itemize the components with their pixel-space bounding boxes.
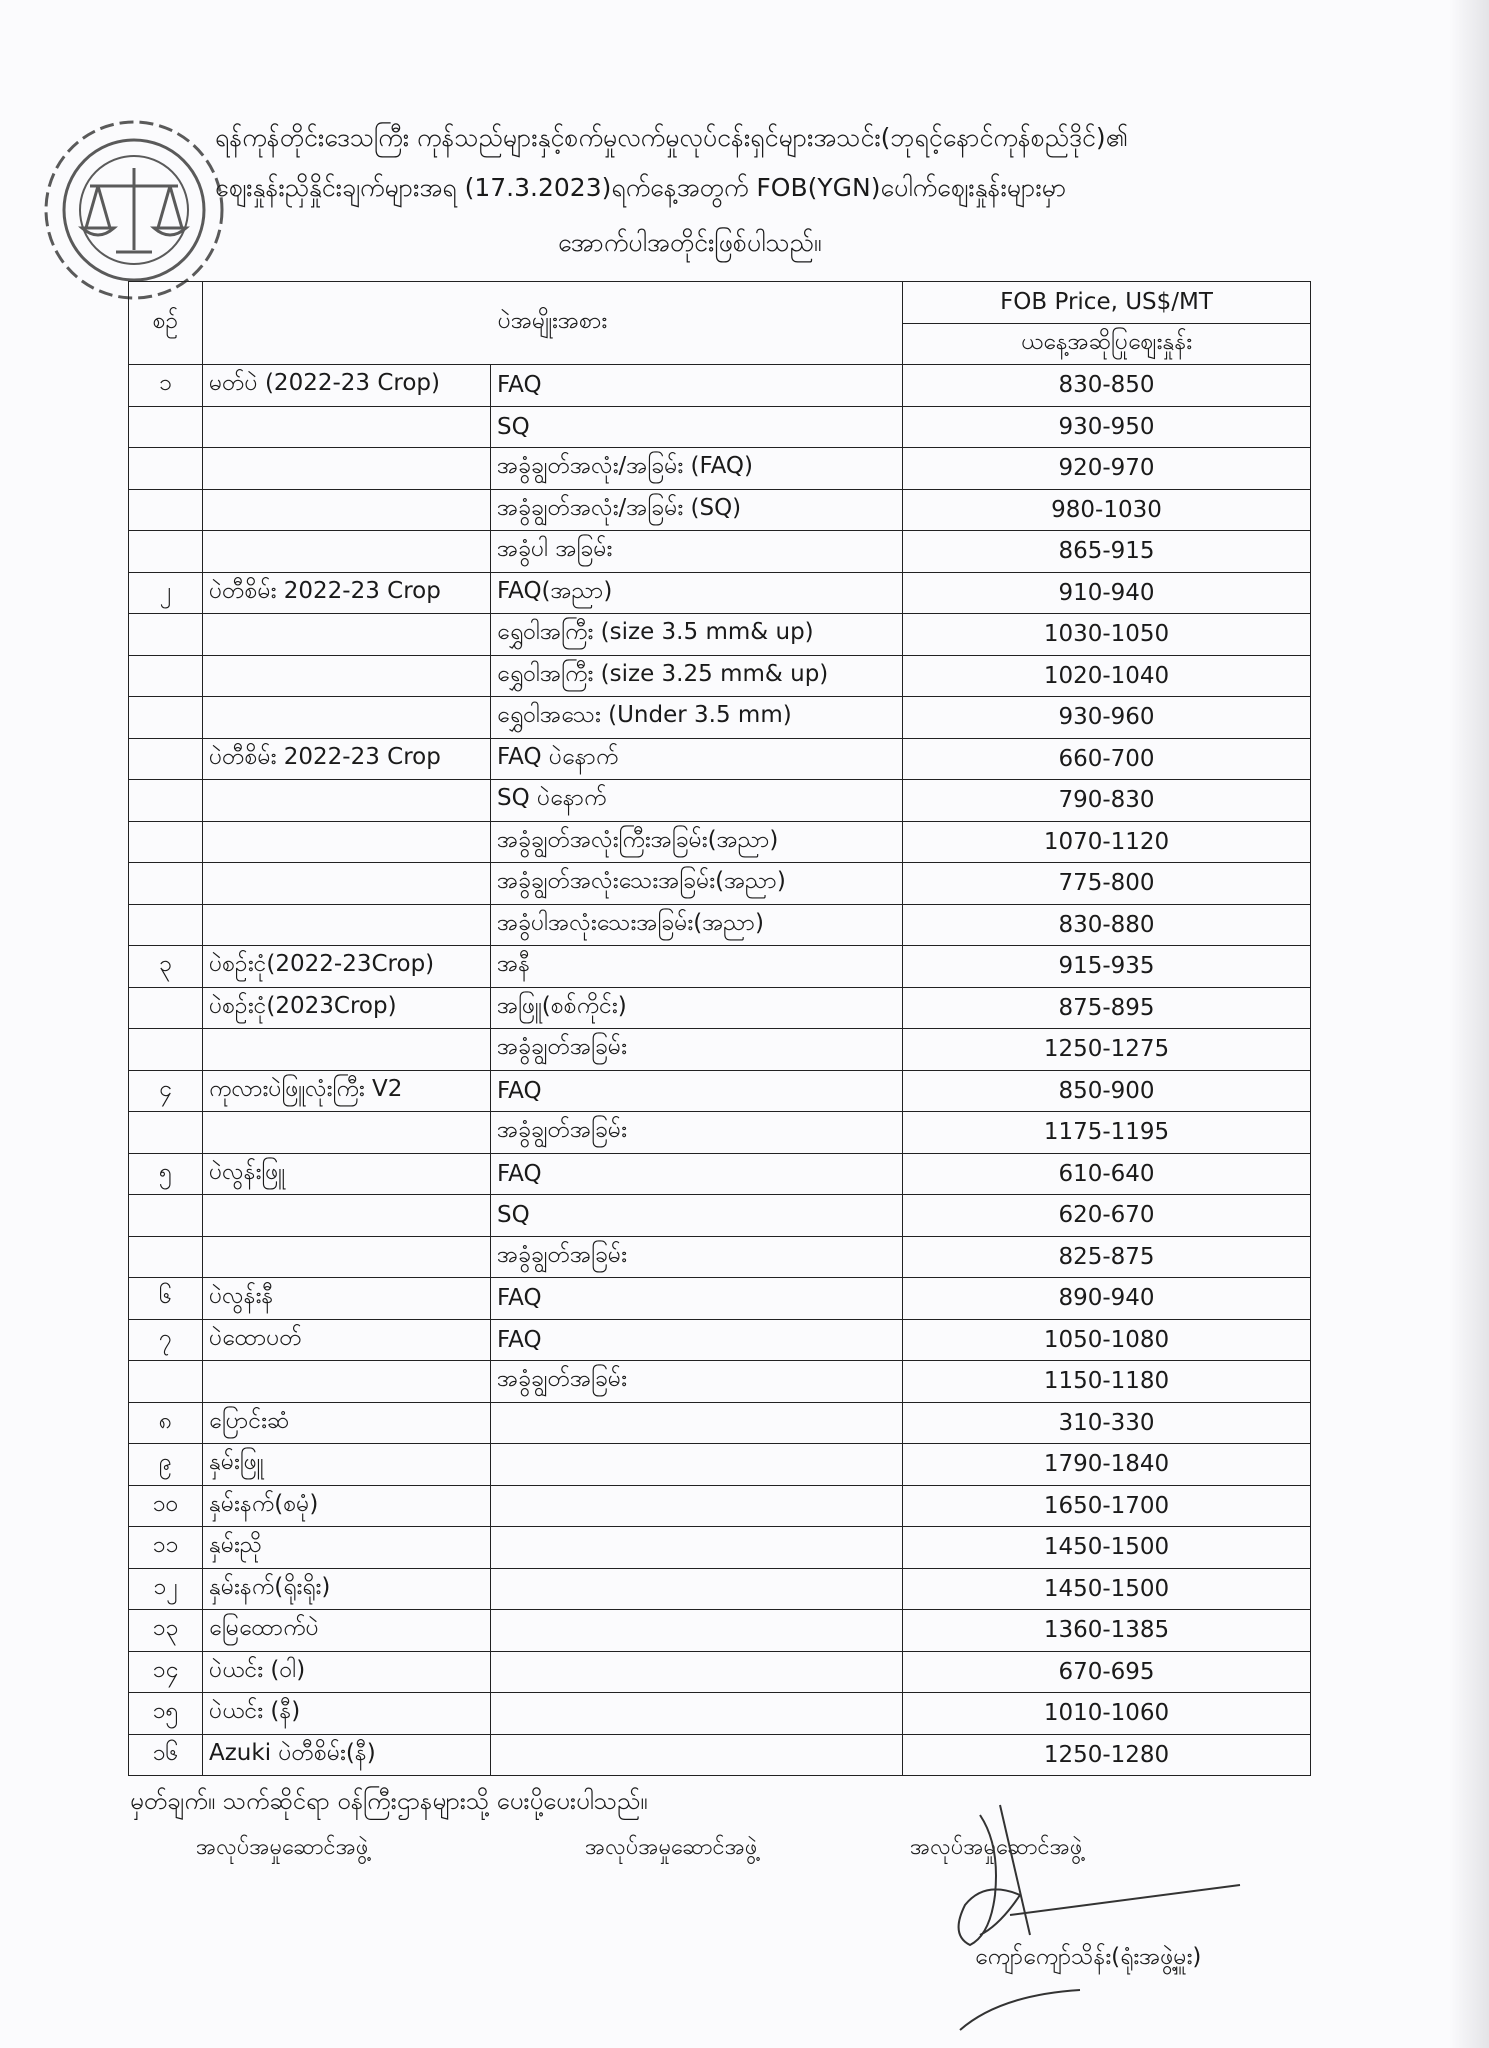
row-no: [129, 1029, 203, 1071]
row-price: 865-915: [903, 531, 1311, 573]
row-no: [129, 1195, 203, 1237]
row-price: 610-640: [903, 1153, 1311, 1195]
row-no: [129, 863, 203, 905]
row-price: 1650-1700: [903, 1485, 1311, 1527]
row-grade: FAQ: [491, 1070, 903, 1112]
row-grade: အနီ: [491, 946, 903, 988]
row-grade: FAQ: [491, 1153, 903, 1195]
row-price: 980-1030: [903, 489, 1311, 531]
row-name: [203, 1236, 491, 1278]
row-no: ၂: [129, 572, 203, 614]
row-no: [129, 697, 203, 739]
row-no: [129, 614, 203, 656]
row-price: 620-670: [903, 1195, 1311, 1237]
row-name: နှမ်းနက်(စမုံ): [203, 1485, 491, 1527]
row-no: [129, 489, 203, 531]
row-grade: SQ: [491, 406, 903, 448]
row-name: ပဲယင်း (နီ): [203, 1693, 491, 1735]
row-grade: [491, 1693, 903, 1735]
row-grade: [491, 1527, 903, 1569]
row-no: ၇: [129, 1319, 203, 1361]
row-no: ၄: [129, 1070, 203, 1112]
row-name: [203, 1112, 491, 1154]
row-price: 670-695: [903, 1651, 1311, 1693]
row-no: [129, 987, 203, 1029]
table-row: [129, 1236, 1311, 1278]
row-grade: အခွံချွတ်အလုံး/အခြမ်း (SQ): [491, 489, 903, 531]
row-name: ပဲတီစိမ်း 2022-23 Crop: [203, 738, 491, 780]
row-no: [129, 406, 203, 448]
table-row: [129, 365, 1311, 407]
row-name: ပဲထောပတ်: [203, 1319, 491, 1361]
row-grade: [491, 1402, 903, 1444]
page-edge-shadow: [1449, 0, 1489, 2048]
row-grade: FAQ(အညာ): [491, 572, 903, 614]
row-name: [203, 780, 491, 822]
row-no: ၈: [129, 1402, 203, 1444]
row-price: 890-940: [903, 1278, 1311, 1320]
row-name: ပဲစဉ်းငုံ(2023Crop): [203, 987, 491, 1029]
table-row: [129, 863, 1311, 905]
row-grade: FAQ: [491, 1319, 903, 1361]
row-name: ကုလားပဲဖြူလုံးကြီး V2: [203, 1070, 491, 1112]
row-name: ပဲလွန်းဖြူ: [203, 1153, 491, 1195]
row-grade: FAQ: [491, 1278, 903, 1320]
row-price: 790-830: [903, 780, 1311, 822]
row-grade: SQ: [491, 1195, 903, 1237]
row-grade: အခွံချွတ်အလုံး/အခြမ်း (FAQ): [491, 448, 903, 490]
row-grade: အခွံပါအလုံးသေးအခြမ်း(အညာ): [491, 904, 903, 946]
row-grade: [491, 1444, 903, 1486]
row-price: 850-900: [903, 1070, 1311, 1112]
row-name: ပဲယင်း (ဝါ): [203, 1651, 491, 1693]
table-row: [129, 531, 1311, 573]
table-row: [129, 904, 1311, 946]
row-price: 875-895: [903, 987, 1311, 1029]
row-grade: အခွံချွတ်အလုံးသေးအခြမ်း(အညာ): [491, 863, 903, 905]
row-name: [203, 614, 491, 656]
table-row: [129, 1568, 1311, 1610]
row-no: [129, 1361, 203, 1403]
row-price: 825-875: [903, 1236, 1311, 1278]
row-grade: အခွံချွတ်အခြမ်း: [491, 1361, 903, 1403]
row-price: 1175-1195: [903, 1112, 1311, 1154]
row-price: 1020-1040: [903, 655, 1311, 697]
row-no: [129, 531, 203, 573]
table-row: [129, 406, 1311, 448]
row-no: [129, 738, 203, 780]
row-no: [129, 1112, 203, 1154]
table-row: [129, 821, 1311, 863]
row-price: 910-940: [903, 572, 1311, 614]
row-grade: အခွံချွတ်အခြမ်း: [491, 1236, 903, 1278]
row-name: ပြောင်းဆံ: [203, 1402, 491, 1444]
footer-note: မှတ်ချက်။ သက်ဆိုင်ရာ ဝန်ကြီးဌာနများသို့ ပေးပို့ပေးပါသည်။: [130, 1787, 648, 1815]
row-no: ၁၄: [129, 1651, 203, 1693]
row-grade: [491, 1568, 903, 1610]
table-row: [129, 1402, 1311, 1444]
row-no: [129, 821, 203, 863]
row-price: 1050-1080: [903, 1319, 1311, 1361]
row-price: 1450-1500: [903, 1568, 1311, 1610]
row-grade: အခွံချွတ်အခြမ်း: [491, 1112, 903, 1154]
table-row: [129, 1361, 1311, 1403]
row-grade: အခွံချွတ်အလုံးကြီးအခြမ်း(အညာ): [491, 821, 903, 863]
row-name: [203, 821, 491, 863]
row-price: 930-960: [903, 697, 1311, 739]
row-grade: ရွှေဝါအသေး (Under 3.5 mm): [491, 697, 903, 739]
row-name: Azuki ပဲတီစိမ်း(နီ): [203, 1734, 491, 1776]
row-price: 1250-1275: [903, 1029, 1311, 1071]
table-row: [129, 1070, 1311, 1112]
row-price: 830-850: [903, 365, 1311, 407]
header-line-1: ရန်ကုန်တိုင်းဒေသကြီး ကုန်သည်များနှင့်စက်မှုလက်မှုလုပ်ငန်းရှင်များအသင်း(ဘုရင့်နောင်ကုန်စည်ဒိုင်)၏: [215, 123, 1128, 152]
row-price: 1030-1050: [903, 614, 1311, 656]
row-no: ၁၆: [129, 1734, 203, 1776]
row-no: ၁: [129, 365, 203, 407]
row-grade: [491, 1485, 903, 1527]
row-price: 1450-1500: [903, 1527, 1311, 1569]
table-row: [129, 1734, 1311, 1776]
table-row: [129, 1029, 1311, 1071]
table-row: [129, 1319, 1311, 1361]
header-line-3: အောက်ပါအတိုင်းဖြစ်ပါသည်။: [558, 228, 822, 257]
row-name: [203, 531, 491, 573]
row-name: နှမ်းဖြူ: [203, 1444, 491, 1486]
signatory-2: အလုပ်အမှုဆောင်အဖွဲ့: [585, 1835, 758, 1860]
header-line-2: ဈေးနှုန်းညှိနှိုင်းချက်များအရ (17.3.2023)ရက်နေ့အတွက် FOB(YGN)ပေါက်ဈေးနှုန်းများမှာ: [215, 173, 1067, 202]
table-row: [129, 738, 1311, 780]
row-name: [203, 655, 491, 697]
col-price-header: FOB Price, US$/MT: [903, 282, 1311, 324]
table-row: [129, 614, 1311, 656]
row-no: [129, 780, 203, 822]
table-row: [129, 1485, 1311, 1527]
row-price: 775-800: [903, 863, 1311, 905]
row-grade: FAQ: [491, 365, 903, 407]
row-no: ၅: [129, 1153, 203, 1195]
row-name: [203, 1195, 491, 1237]
signatory-3: အလုပ်အမှုဆောင်အဖွဲ့: [910, 1835, 1083, 1860]
row-name: [203, 863, 491, 905]
table-row: [129, 946, 1311, 988]
row-grade: [491, 1734, 903, 1776]
row-grade: အဖြူ(စစ်ကိုင်း): [491, 987, 903, 1029]
row-name: [203, 1361, 491, 1403]
row-no: ၁၃: [129, 1610, 203, 1652]
table-row: [129, 987, 1311, 1029]
row-name: နှမ်းညို: [203, 1527, 491, 1569]
row-price: 660-700: [903, 738, 1311, 780]
row-no: [129, 904, 203, 946]
row-no: ၃: [129, 946, 203, 988]
row-price: 1070-1120: [903, 821, 1311, 863]
row-price: 1360-1385: [903, 1610, 1311, 1652]
table-row: [129, 1527, 1311, 1569]
row-grade: ရွှေဝါအကြီး (size 3.5 mm& up): [491, 614, 903, 656]
row-no: [129, 1236, 203, 1278]
row-name: ပဲစဉ်းငုံ(2022-23Crop): [203, 946, 491, 988]
row-name: [203, 1029, 491, 1071]
row-price: 1250-1280: [903, 1734, 1311, 1776]
row-grade: [491, 1610, 903, 1652]
table-row: [129, 489, 1311, 531]
row-name: ပဲတီစိမ်း 2022-23 Crop: [203, 572, 491, 614]
table-row: [129, 1112, 1311, 1154]
table-row: [129, 572, 1311, 614]
row-name: မတ်ပဲ (2022-23 Crop): [203, 365, 491, 407]
row-no: ၉: [129, 1444, 203, 1486]
table-row: [129, 1153, 1311, 1195]
row-price: 930-950: [903, 406, 1311, 448]
table-row: [129, 1278, 1311, 1320]
row-no: ၆: [129, 1278, 203, 1320]
row-name: [203, 406, 491, 448]
row-grade: [491, 1651, 903, 1693]
row-price: 1790-1840: [903, 1444, 1311, 1486]
row-no: [129, 448, 203, 490]
row-name: နှမ်းနက်(ရိုးရိုး): [203, 1568, 491, 1610]
row-no: [129, 655, 203, 697]
table-row: [129, 697, 1311, 739]
row-price: 1010-1060: [903, 1693, 1311, 1735]
row-name: ပဲလွန်းနီ: [203, 1278, 491, 1320]
row-no: ၁၅: [129, 1693, 203, 1735]
table-row: [129, 655, 1311, 697]
row-price: 1150-1180: [903, 1361, 1311, 1403]
row-no: ၁၂: [129, 1568, 203, 1610]
row-name: [203, 904, 491, 946]
chairperson-name: ကျော်ကျော်သိန်း(ရုံးအဖွဲ့မှူး): [975, 1944, 1202, 1970]
col-no-header: စဉ်: [129, 282, 203, 365]
row-price: 830-880: [903, 904, 1311, 946]
price-table: [128, 281, 1311, 1776]
row-grade: ရွှေဝါအကြီး (size 3.25 mm& up): [491, 655, 903, 697]
row-grade: အခွံချွတ်အခြမ်း: [491, 1029, 903, 1071]
row-price: 915-935: [903, 946, 1311, 988]
row-no: ၁၀: [129, 1485, 203, 1527]
row-name: [203, 489, 491, 531]
row-name: [203, 448, 491, 490]
row-price: 310-330: [903, 1402, 1311, 1444]
table-row: [129, 780, 1311, 822]
row-grade: အခွံပါ အခြမ်း: [491, 531, 903, 573]
row-name: [203, 697, 491, 739]
table-row: [129, 1693, 1311, 1735]
signatory-1: အလုပ်အမှုဆောင်အဖွဲ့: [196, 1835, 369, 1860]
row-grade: FAQ ပဲနောက်: [491, 738, 903, 780]
row-grade: SQ ပဲနောက်: [491, 780, 903, 822]
table-row: [129, 448, 1311, 490]
col-type-header: ပဲအမျိုးအစား: [203, 282, 903, 365]
table-row: [129, 1651, 1311, 1693]
row-name: မြေထောက်ပဲ: [203, 1610, 491, 1652]
table-row: [129, 1195, 1311, 1237]
handwritten-signature-icon: [940, 1785, 1320, 2035]
col-price-subheader: ယနေ့အဆိုပြုဈေးနှုန်း: [903, 323, 1311, 365]
row-no: ၁၁: [129, 1527, 203, 1569]
row-price: 920-970: [903, 448, 1311, 490]
table-row: [129, 1444, 1311, 1486]
table-row: [129, 1610, 1311, 1652]
